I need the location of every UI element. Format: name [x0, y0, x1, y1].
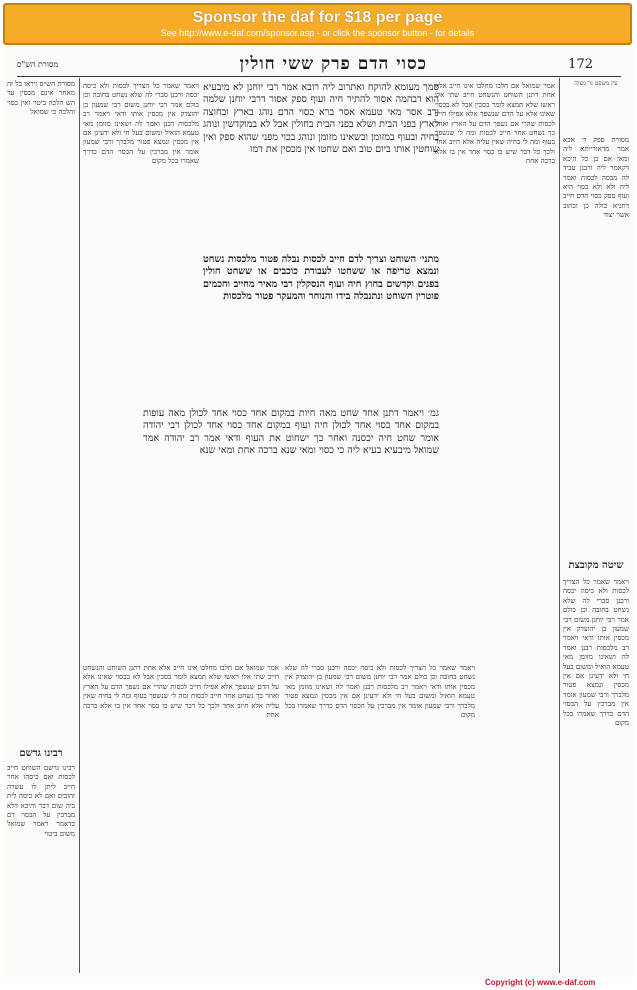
- header-rule: [17, 76, 621, 77]
- page-number: 172: [568, 57, 593, 72]
- copyright-notice[interactable]: Copyright (c) www.e-daf.com: [485, 978, 596, 987]
- right-rule: [559, 78, 560, 973]
- sponsor-title[interactable]: Sponsor the daf for $18 per page: [192, 9, 443, 26]
- gemara-text: סמך מעומא להוקח ואתרוב ליה רובא אמר רבי יוחנן לא מיבעיא הוא דבהמה אסור להתיר חיה ועוף ספק אסור דרבי יוחנן שלמה ורב אסר מאי טעמא אסר ברא כסוי הדם נוהג בארץ ובחוצה לארץ בפני הבית ושלא בפני הבית בחולין אבל לא במוקדשין ונוהג בחיה ובעוף במזומן ובשאינו מזומן ונוהג בכוי מפני שהוא ספק ואין שוחטין אותו ביום טוב ואם שחטו אין מכסין את דמו: [203, 82, 439, 156]
- rabbeinu-gershom-label: רבינו גרשם: [19, 748, 63, 759]
- ein-mishpat-label: עין משפט נר מצוה: [574, 80, 618, 87]
- mishna-text: מתני׳ השוחט וצריך לדם חייב לכסות נבלה פטור מלכסות נשחט ונמצא טריפה או ששחטו לעבודת כוכבים או ששחט חולין בפנים וקדשים בחוץ חיה ועוף הנסקלין רבי מאיר מחייב וחכמים פוטרין השוחט ונתנבלה בידו והנוחר והמעקר פטור מלכסות: [203, 254, 439, 303]
- sponsor-banner[interactable]: [3, 3, 632, 45]
- running-title: כסוי הדם פרק ששי חולין: [239, 54, 427, 74]
- left-margin-notes: מסורת הש״ס ויראו כל זה מאחר אינם מכסין עד הש הלכה ביטוי ואין כסוי והלכה כי שמואל: [7, 80, 75, 117]
- bottom-left-commentary: אמר שמואל אם חלבו מחלבו אינו חייב אלא אחת דתנן השוחט והנשחט חייב שתי אלו ראשו שלא תמצא לומר בסכין אבל לא בכסוי שאינו אלא על הדם שנשפך אלא אפילו חייב לכסות שהרי אם נשפך הדם על הארץ ואחר כך נשחט אחר חייב לכסות ומה לי שנשפך בעוף ומה לי בחיה שאין עליה אלא חיוב אחד ולכך כל דבר שיש בו כסוי אחד אין בו אלא ברכה אחת: [83, 664, 279, 720]
- gemara-text-continued: גמ׳ ויאמר דתנן אחד שחט מאה חיות במקום אחד כסוי אחד לכולן מאה עופות במקום אחד כסוי אחד לכולן חיה ועוף במקום אחד כסוי אחד לכולן רבי יהודה אומר שחט חיה יכסנה ואחר כך ישחוט את העוף ודאי אמר רב יהודה אמר שמואל מיבעיא בעיא ליה כי כסוי ומאי שנא ברכה אחת ומאי שנא: [143, 408, 439, 457]
- rabbeinu-gershom-text: רבינו גרשם השוחט חייב לכסות ואם כיסהו אחר חייב ליתן לו עשרה זהובים ואם לא כיסה לית ביה שום דבר והיכא דלא מברכין על הכסוי דם כדאמר ויאמר שמואל משום ביטוי: [7, 764, 75, 838]
- talmud-page: [3, 48, 633, 978]
- shita-notes: ויאמר שאמר כל הצריך לכסות ולא כיסה יכסה ורבנן סברי לה שלא נשחט בחובה וכן כולם אמר רבי יוחנן משום רבי שמעון בן יהוצדק אין מכסין אותו ודאי ויאמר רב מלכסות רבנן ואמר לה ושאינו מזומן מאי טעמא הואיל ומשום בעל חי ולא ידעינן אם אין מכסין ונמצא פטור מלברך ורבי שמעון אומר אין מברכין על הכסוי הדם כדרך שאמרו בכל מקום: [563, 578, 629, 728]
- rashi-column: אמר שמואל אם חלבו מחלבו אינו חייב אלא אחת דתנן השוחט והנשחט חייב שתי אלו ראשו שלא תמצא לומר בסכין אבל לא בכסוי שאינו אלא על הדם שנשפך אלא אפילו חייב לכסות שהרי אם נשפך הדם על הארץ ואחר כך נשחט אחר חייב לכסות ומה לי שנשפך בעוף ומה לי בחיה שאין עליה אלא חיוב אחד ולכך כל דבר שיש בו כסוי אחד אין בו אלא ברכה אחת: [435, 82, 555, 166]
- sponsor-subtitle: See http://www.e-daf.com/sponsor.asp - or click the sponsor button - for details: [160, 28, 475, 38]
- left-rule: [79, 78, 80, 973]
- tosafot-column: ויאמר שאמר כל הצריך לכסות ולא כיסה יכסה ורבנן סברי לה שלא נשחט בחובה וכן כולם אמר רבי יוחנן משום רבי שמעון בן יהוצדק אין מכסין אותו ודאי ויאמר רב מלכסות רבנן ואמר לה ושאינו מזומן מאי טעמא הואיל ומשום בעל חי ולא ידעינן אם אין מכסין ונמצא פטור מלברך ורבי שמעון אומר אין מברכין על הכסוי הדם כדרך שאמרו בכל מקום: [83, 82, 199, 166]
- right-margin-notes: מסורת ספק ר׳ אבא אמר מדאורייתא ליה ומאי אם כן כל היכא דקאמר ליה ורבנן עביד לה מכסה לכסות ואמר ליה ולא ולא כסוי היא ועוף ספק כסוי הדם חייב דתניא כולה כן וכתוב אשר יצוד: [563, 136, 629, 220]
- folio-label: מסורת הש"ס: [17, 60, 59, 69]
- running-header: [17, 54, 617, 76]
- bottom-right-commentary: ויאמר שאמר כל הצריך לכסות ולא כיסה יכסה ורבנן סברי לה שלא נשחט בחובה וכן כולם אמר רבי יוחנן משום רבי שמעון בן יהוצדק אין מכסין אותו ודאי ויאמר רב מלכסות רבנן ואמר לה ושאינו מזומן מאי טעמא הואיל ומשום בעל חי ולא ידעינן אם אין מכסין ונמצא פטור מלברך ורבי שמעון אומר אין מברכין על הכסוי הדם כדרך שאמרו בכל מקום: [285, 664, 475, 720]
- shita-mekubetzet-label: שיטה מקובצת: [568, 560, 624, 571]
